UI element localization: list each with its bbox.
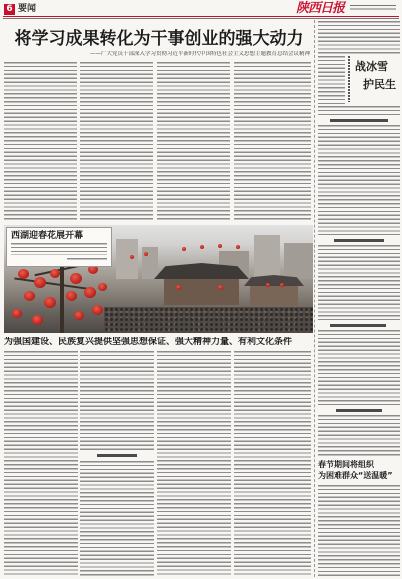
header-rule-thin — [3, 18, 399, 19]
photo-caption-box — [6, 227, 112, 267]
sidebar-text-block — [318, 330, 400, 405]
sidebar-subheading — [330, 324, 386, 327]
lantern — [92, 305, 103, 315]
column-separator — [314, 20, 315, 577]
lantern — [200, 245, 204, 249]
main-subheadline: ——广大党员干部深入学习贯彻习近平新时代中国特色社会主义思想主题教育总结会议精神 — [89, 51, 310, 57]
lantern — [182, 247, 186, 251]
distant-building — [116, 239, 138, 279]
sidebar-text-block — [318, 106, 400, 116]
distant-building — [254, 235, 280, 279]
lantern — [74, 311, 84, 320]
main-body-column-4 — [234, 62, 311, 222]
temple-hall — [164, 279, 239, 305]
lantern — [130, 255, 134, 259]
main-body-column-2 — [80, 62, 153, 222]
main-body-column-1 — [4, 62, 77, 222]
sidebar-subheading — [334, 239, 384, 242]
photo-credit — [67, 258, 107, 262]
bottom-body-column-2 — [80, 461, 154, 576]
sidebar-subheading — [336, 409, 382, 412]
lantern — [70, 273, 82, 284]
pavilion-hall — [250, 286, 298, 306]
sidebar-bottom-article-body — [318, 485, 400, 576]
photo-feature-title: 西湖迎春花展开幕 — [11, 231, 84, 241]
sidebar-text-top — [318, 21, 400, 54]
lantern — [144, 252, 148, 256]
lantern — [12, 309, 22, 318]
sidebar-subheading — [330, 119, 388, 122]
bottom-article-headline: 为强国建设、民族复兴提供坚强思想保证、强大精神力量、有利文化条件 — [4, 337, 293, 347]
sidebar-feature-title-line1: 战冰雪 — [355, 60, 388, 73]
sidebar-text-block — [318, 245, 400, 320]
lantern — [266, 283, 270, 287]
lantern — [84, 287, 96, 298]
news-photo — [4, 225, 313, 333]
bottom-body-column-2 — [80, 351, 154, 450]
sidebar-text-block — [318, 415, 400, 456]
lantern — [24, 291, 35, 301]
lantern — [32, 315, 43, 325]
page-number-badge: 6 — [4, 4, 15, 15]
lantern — [34, 277, 46, 288]
sidebar-feature-title-line2: 护民生 — [363, 78, 396, 91]
sidebar-text-beside-title — [318, 56, 345, 104]
bottom-body-column-1 — [4, 351, 78, 576]
lantern — [236, 245, 240, 249]
main-body-column-3 — [157, 62, 230, 222]
lantern — [18, 269, 29, 279]
lantern — [44, 297, 56, 308]
bottom-body-column-4 — [234, 351, 311, 576]
distant-building — [284, 243, 313, 279]
lantern — [50, 269, 60, 278]
sidebar-bottom-headline-line2: 为困难群众“送温暖” — [318, 471, 393, 480]
section-label: 要闻 — [18, 4, 37, 14]
lantern — [66, 291, 77, 301]
lantern — [218, 244, 222, 248]
bottom-article-subheading — [97, 454, 137, 457]
sidebar-bottom-headline-line1: 春节期间将组织 — [318, 460, 374, 469]
lantern — [280, 283, 284, 287]
sidebar-vertical-subtitle — [348, 56, 350, 102]
bottom-body-column-3 — [157, 351, 231, 576]
lantern — [218, 285, 223, 290]
lantern — [98, 283, 107, 291]
lantern — [176, 285, 181, 290]
masthead-logo: 陕西日报 — [296, 1, 345, 16]
crowd — [104, 307, 313, 333]
header-rule — [3, 16, 399, 17]
issue-date-line — [350, 5, 396, 12]
photo-caption-text — [11, 243, 107, 255]
tree-trunk — [60, 265, 64, 333]
sidebar-text-block — [318, 125, 400, 235]
main-headline: 将学习成果转化为干事创业的强大动力 — [14, 29, 304, 49]
